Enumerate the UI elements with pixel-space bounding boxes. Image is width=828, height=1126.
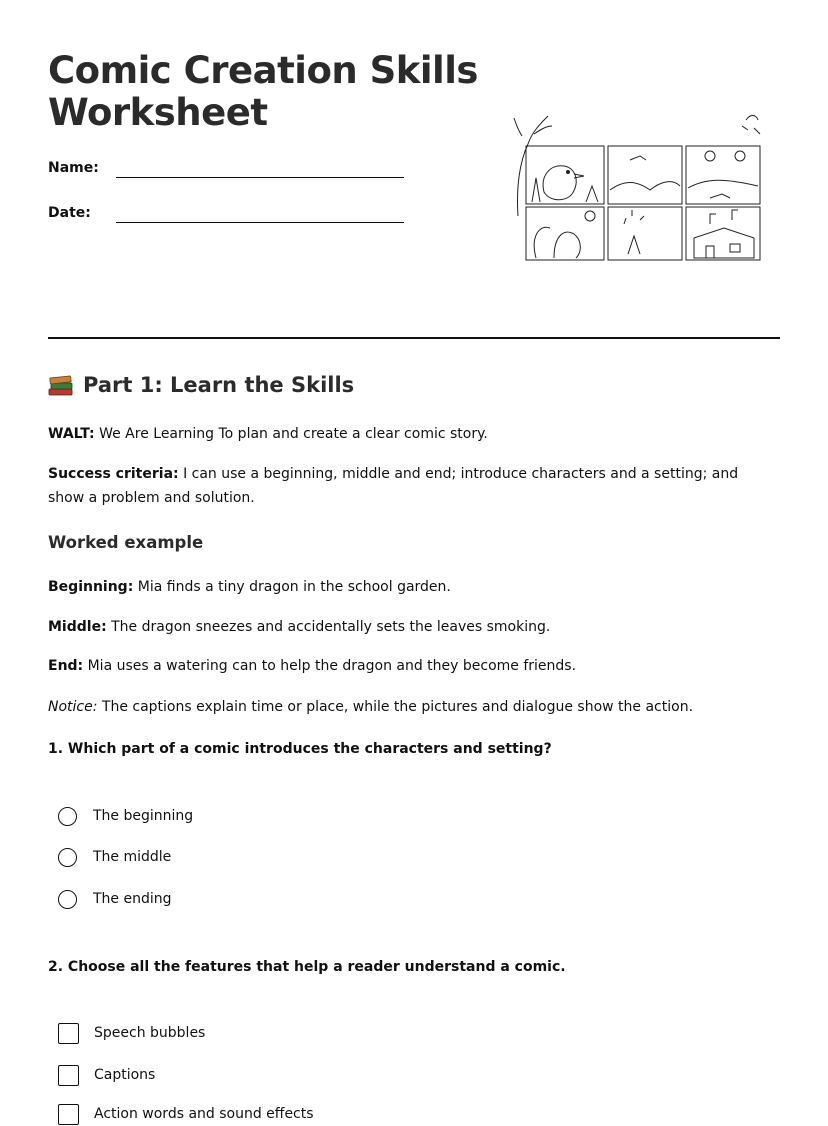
name-label: Name: xyxy=(48,160,99,176)
q2-option-speech-bubbles[interactable] xyxy=(58,1021,205,1045)
part1-heading xyxy=(48,373,354,397)
q1-option-middle[interactable] xyxy=(58,845,171,869)
notice-text: The captions explain time or place, while the pictures and dialogue show the action. xyxy=(97,699,694,715)
success-text: I can use a beginning, middle and end; introduce characters and a setting; and show a problem and solution. xyxy=(48,466,739,506)
middle-line xyxy=(48,615,768,639)
question-1: 1. Which part of a comic introduces the characters and setting? xyxy=(48,741,552,757)
beginning-label: Beginning: xyxy=(48,579,134,595)
walt-line xyxy=(48,422,768,446)
part1-heading-text: Part 1: Learn the Skills xyxy=(83,373,355,397)
date-line[interactable] xyxy=(116,222,404,223)
success-label: Success criteria: xyxy=(48,466,179,482)
q2-option-captions[interactable] xyxy=(58,1063,155,1087)
name-field[interactable] xyxy=(48,160,99,176)
end-label: End: xyxy=(48,658,84,674)
end-text: Mia uses a watering can to help the dragon and they become friends. xyxy=(83,658,577,674)
option-label: The middle xyxy=(93,849,172,865)
name-line[interactable] xyxy=(116,177,404,178)
middle-text: The dragon sneezes and accidentally sets the leaves smoking. xyxy=(106,619,551,635)
checkbox[interactable] xyxy=(58,1023,79,1044)
date-label: Date: xyxy=(48,205,91,221)
question-2: 2. Choose all the features that help a reader understand a comic. xyxy=(48,959,566,975)
q1-option-beginning[interactable] xyxy=(58,804,193,828)
option-label: The ending xyxy=(93,891,172,907)
walt-text: We Are Learning To plan and create a clear comic story. xyxy=(94,426,488,442)
middle-label: Middle: xyxy=(48,619,107,635)
end-line xyxy=(48,654,768,678)
beginning-line xyxy=(48,575,768,599)
radio-button[interactable] xyxy=(58,890,77,909)
q1-option-ending[interactable] xyxy=(58,887,172,911)
notice-line xyxy=(48,695,768,719)
divider xyxy=(48,337,780,339)
worked-example-heading: Worked example xyxy=(48,533,204,552)
page-title: Comic Creation Skills Worksheet xyxy=(48,49,478,134)
date-field[interactable] xyxy=(48,205,91,221)
option-label: Speech bubbles xyxy=(94,1025,206,1041)
checkbox[interactable] xyxy=(58,1104,79,1125)
option-label: Action words and sound effects xyxy=(94,1106,314,1122)
radio-button[interactable] xyxy=(58,848,77,867)
books-icon xyxy=(48,373,74,397)
option-label: Captions xyxy=(94,1067,156,1083)
option-label: The beginning xyxy=(93,808,194,824)
q2-option-action-words[interactable] xyxy=(58,1102,314,1126)
walt-label: WALT: xyxy=(48,426,95,442)
checkbox[interactable] xyxy=(58,1065,79,1086)
notice-label: Notice: xyxy=(48,699,98,715)
comic-strip-illustration xyxy=(510,106,766,264)
success-criteria-line xyxy=(48,462,768,510)
beginning-text: Mia finds a tiny dragon in the school garden. xyxy=(133,579,451,595)
radio-button[interactable] xyxy=(58,807,77,826)
